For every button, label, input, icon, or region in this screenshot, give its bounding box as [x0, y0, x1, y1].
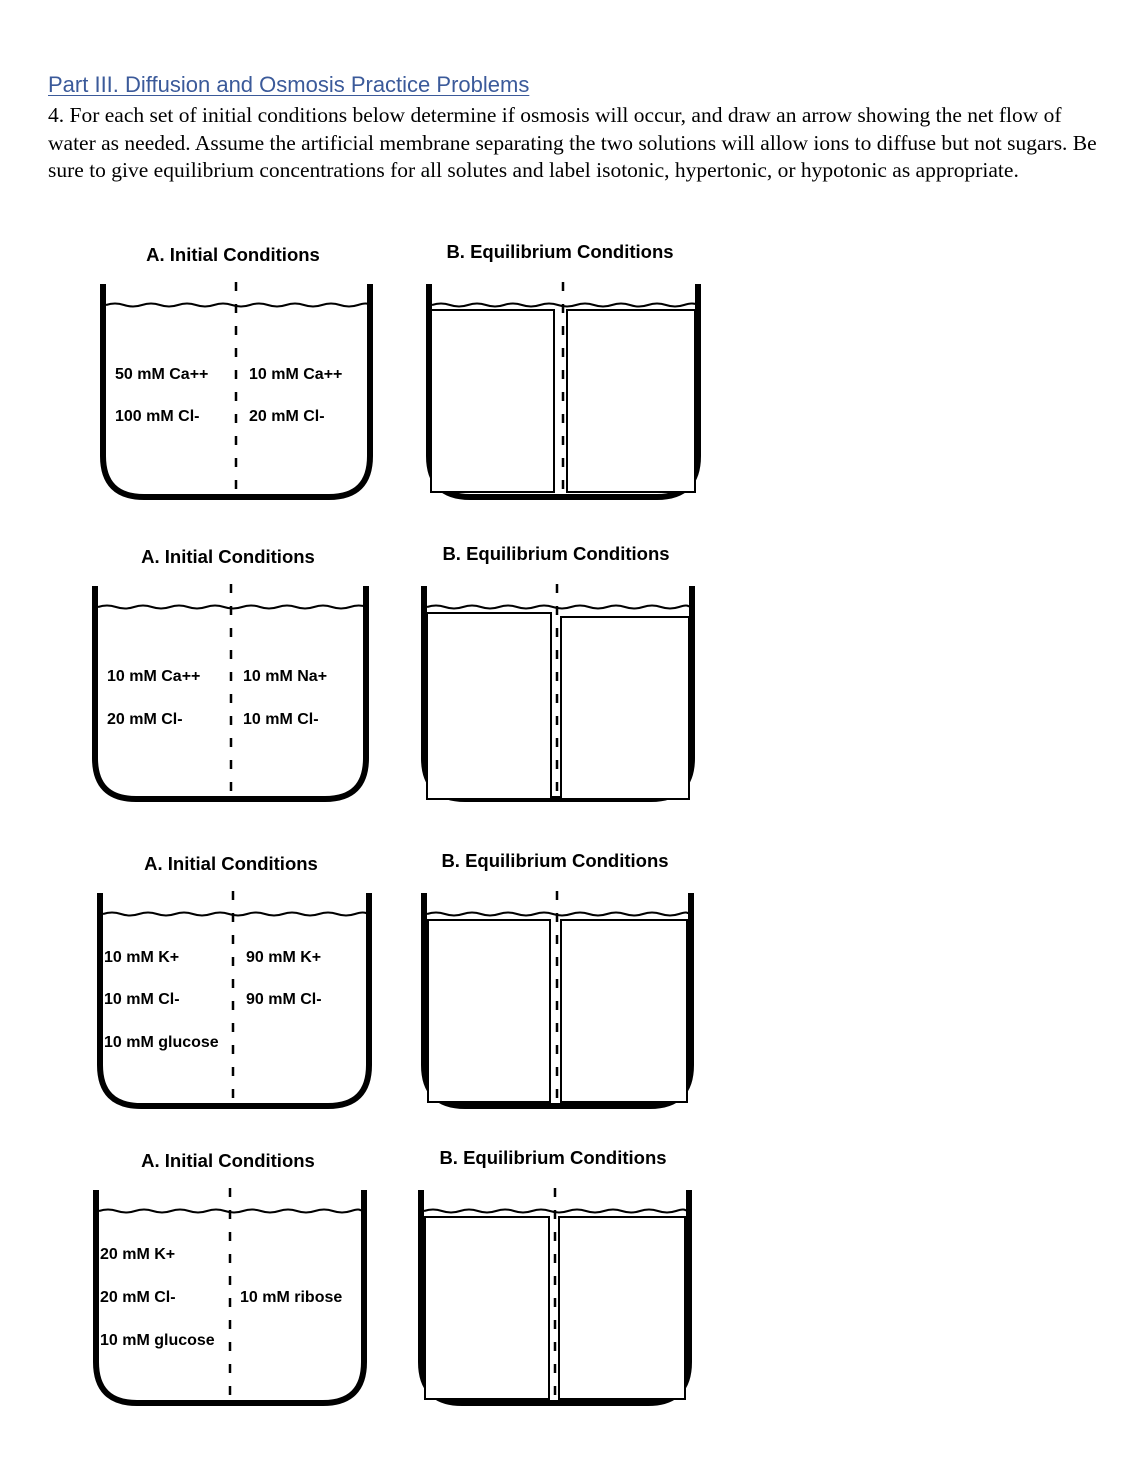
left-solute-1: 10 mM Ca++: [107, 668, 201, 685]
right-solute-1: 10 mM Ca++: [249, 366, 343, 383]
left-answer-box[interactable]: [427, 613, 551, 799]
left-solute-2: 10 mM Cl-: [104, 991, 180, 1008]
initial-title: A. Initial Conditions: [146, 244, 320, 265]
equilibrium-beaker: [424, 891, 691, 1106]
initial-title: A. Initial Conditions: [141, 1150, 315, 1171]
left-solute-1: 10 mM K+: [104, 949, 180, 966]
equilibrium-title: B. Equilibrium Conditions: [442, 543, 670, 564]
left-solute-2: 20 mM Cl-: [107, 711, 183, 728]
left-answer-box[interactable]: [428, 920, 550, 1102]
problem-2: [95, 543, 692, 799]
problem-4: [96, 1147, 689, 1403]
left-solute-2: 100 mM Cl-: [115, 408, 200, 425]
initial-title: A. Initial Conditions: [144, 853, 318, 874]
right-solute-1: 10 mM ribose: [240, 1289, 343, 1306]
right-solute-1: 10 mM Na+: [243, 668, 328, 685]
problem-1: [103, 241, 698, 497]
right-solute-2: 90 mM Cl-: [246, 991, 322, 1008]
right-answer-box[interactable]: [561, 617, 689, 799]
left-solute-1: 20 mM K+: [100, 1246, 176, 1263]
section-heading: Part III. Diffusion and Osmosis Practice Problems: [48, 72, 530, 97]
left-solute-3: 10 mM glucose: [100, 1332, 215, 1349]
left-solute-1: 50 mM Ca++: [115, 366, 209, 383]
right-answer-box[interactable]: [561, 920, 687, 1102]
initial-title: A. Initial Conditions: [141, 546, 315, 567]
equilibrium-title: B. Equilibrium Conditions: [441, 850, 669, 871]
equilibrium-beaker: [421, 1188, 689, 1403]
equilibrium-title: B. Equilibrium Conditions: [446, 241, 674, 262]
equilibrium-beaker: [424, 584, 692, 799]
left-solute-2: 20 mM Cl-: [100, 1289, 176, 1306]
initial-beaker: [95, 584, 367, 799]
right-solute-1: 90 mM K+: [246, 949, 322, 966]
left-answer-box[interactable]: [431, 310, 554, 492]
equilibrium-beaker: [429, 282, 698, 497]
question-text: 4. For each set of initial conditions below determine if osmosis will occur, and draw an arrow showing the net flow of water as needed. Assume the artificial membrane separating the two solutions will allow ions to diffuse but not sugars. Be sure to give equilibrium concentrations for all solutes and label isotonic, hypertonic, or hypotonic as appropriate.: [48, 103, 1097, 182]
equilibrium-title: B. Equilibrium Conditions: [439, 1147, 667, 1168]
right-solute-2: 10 mM Cl-: [243, 711, 319, 728]
right-answer-box[interactable]: [559, 1217, 685, 1399]
problem-3: [100, 850, 691, 1106]
right-solute-2: 20 mM Cl-: [249, 408, 325, 425]
right-answer-box[interactable]: [567, 310, 695, 492]
left-solute-3: 10 mM glucose: [104, 1034, 219, 1051]
initial-beaker: [103, 282, 370, 497]
left-answer-box[interactable]: [425, 1217, 549, 1399]
